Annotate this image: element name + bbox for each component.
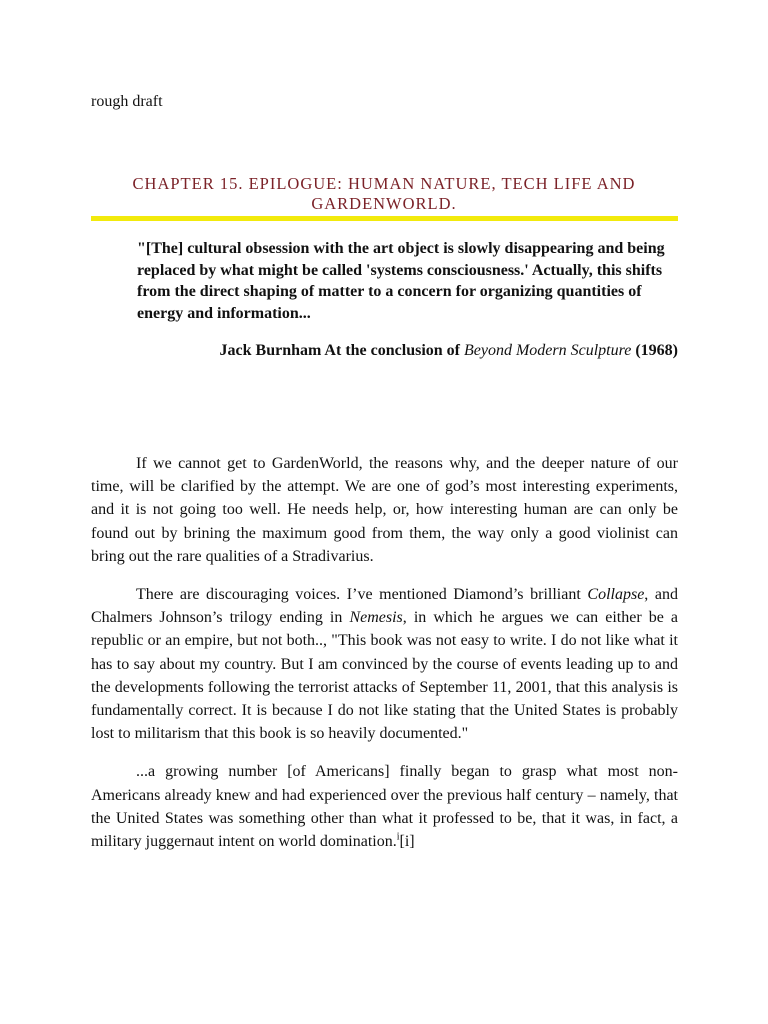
- chapter-underline-rule: [91, 216, 678, 221]
- book-title-nemesis: Nemesis: [349, 609, 403, 627]
- chapter-title-line-2: GARDENWORLD.: [311, 194, 457, 213]
- paragraph-2-part-a: There are discouraging voices. I’ve mentioned Diamond’s brilliant: [136, 586, 588, 604]
- book-title-collapse: Collapse: [587, 586, 645, 604]
- footnote-link[interactable]: [i]: [399, 833, 415, 851]
- paragraph-2-part-b: , and Chalmers Johnson’s trilogy ending in: [91, 586, 679, 627]
- epigraph-text: "[The] cultural obsession with the art object is slowly disappearing and being replaced by what might be called 'systems consciousness.' Actually, this shifts from the direct shaping of matter to a concern for organizing quantities of energy and information...: [137, 240, 665, 322]
- attribution-year: (1968): [631, 342, 678, 359]
- attribution-author: Jack Burnham At the conclusion of: [219, 342, 464, 359]
- footnote-superscript: i: [396, 831, 400, 843]
- attribution-work-title: Beyond Modern Sculpture: [463, 342, 632, 359]
- draft-label: rough draft: [91, 93, 163, 110]
- paragraph-3: [91, 760, 678, 853]
- epigraph-quote: [137, 238, 678, 324]
- paragraph-3-text: ...a growing number [of Americans] finally began to grasp what most non-Americans already knew and had experienced over the previous half century – namely, that the United States was something other than what it professed to be, that it was, in fact, a military juggernaut intent on world domination.: [91, 763, 678, 851]
- chapter-title: [91, 174, 677, 214]
- paragraph-2: [91, 583, 678, 745]
- epigraph-attribution: [137, 340, 678, 362]
- paragraph-1: If we cannot get to GardenWorld, the reasons why, and the deeper nature of our time, will be clarified by the attempt. We are one of god’s most interesting experiments, and it is not going too well. He needs help, or, how interesting human are can only be found out by brining the maximum good from them, the way only a good violinist can bring out the rare qualities of a Stradivarius.: [91, 455, 678, 565]
- chapter-title-line-1: CHAPTER 15. EPILOGUE: HUMAN NATURE, TECH LIFE AND: [132, 174, 636, 193]
- body-text: [91, 452, 678, 868]
- paragraph-2-part-c: , in which he argues we can either be a republic or an empire, but not both.., "This book was not easy to write. I do not like what it has to say about my country. But I am convinced by the course of events leading up to and the developments following the terrorist attacks of September 11, 2001, that this analysis is fundamentally correct. It is because I do not like stating that the United States is probably lost to militarism that this book is so heavily documented.": [91, 609, 678, 743]
